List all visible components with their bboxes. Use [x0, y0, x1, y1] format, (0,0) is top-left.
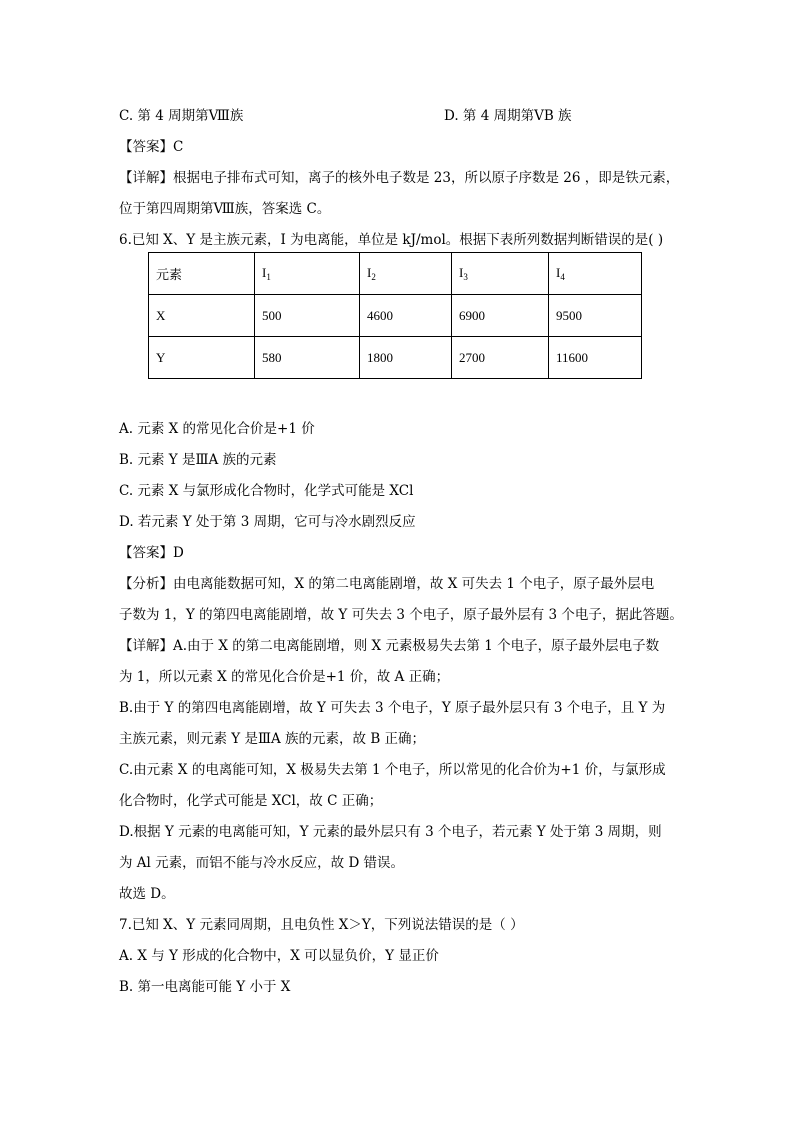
q6-detail-line: C.由元素 X 的电离能可知，X 极易失去第 1 个电子，所以常见的化合价为+1 价，与氯形成 — [119, 762, 666, 778]
q5-answer: 【答案】C — [119, 139, 184, 155]
q6-analysis-line-1: 【分析】由电离能数据可知，X 的第二电离能剧增，故 X 可失去 1 个电子，原子最外层电 — [119, 576, 655, 592]
header-i1: $I_1$ — [255, 253, 360, 295]
header-element: 元素 — [149, 253, 255, 295]
table-cell: 9500 — [549, 295, 642, 337]
q5-option-d: D. 第 4 周期第ⅤB 族 — [444, 108, 572, 124]
table-cell: 500 — [255, 295, 360, 337]
q6-detail-line: 【详解】A.由于 X 的第二电离能剧增，则 X 元素极易失去第 1 个电子，原子最外层电子数 — [119, 638, 660, 654]
q6-detail-line: B.由于 Y 的第四电离能剧增，故 Y 可失去 3 个电子，Y 原子最外层只有 3 个电子，且 Y 为 — [119, 700, 666, 716]
q6-detail-line: 主族元素，则元素 Y 是ⅢA 族的元素，故 B 正确； — [119, 731, 426, 747]
table-cell: 2700 — [452, 337, 549, 379]
q6-option-c: C. 元素 X 与氯形成化合物时，化学式可能是 XCl — [119, 483, 414, 499]
q5-option-c: C. 第 4 周期第Ⅷ族 — [119, 108, 244, 124]
q6-detail-line: D.根据 Y 元素的电离能可知，Y 元素的最外层只有 3 个电子，若元素 Y 处于第 3 周期，则 — [119, 824, 662, 840]
q7-option-a: A. X 与 Y 形成的化合物中，X 可以显负价，Y 显正价 — [119, 948, 439, 964]
q7-stem: 7.已知 X、Y 元素同周期，且电负性 X＞Y，下列说法错误的是（ ） — [119, 917, 524, 933]
table-row — [149, 337, 642, 379]
q5-detail-line-2: 位于第四周期第Ⅷ族，答案选 C。 — [119, 201, 331, 217]
table-header-row — [149, 253, 642, 295]
table-cell: 4600 — [360, 295, 452, 337]
ionization-energy-table — [148, 252, 642, 379]
table-cell: 11600 — [549, 337, 642, 379]
q6-detail-line: 化合物时，化学式可能是 XCl，故 C 正确； — [119, 793, 383, 809]
table-row — [149, 295, 642, 337]
q6-option-a: A. 元素 X 的常见化合价是+1 价 — [119, 421, 315, 437]
q6-analysis-line-2: 子数为 1，Y 的第四电离能剧增，故 Y 可失去 3 个电子，原子最外层有 3 个电子，据此答题。 — [119, 607, 683, 623]
q6-answer: 【答案】D — [119, 545, 184, 561]
table-cell: 1800 — [360, 337, 452, 379]
q6-stem: 6.已知 X、Y 是主族元素，I 为电离能，单位是 kJ/mol。根据下表所列数据判断错误的是( ) — [119, 232, 664, 248]
table-cell: X — [149, 295, 255, 337]
table-cell: Y — [149, 337, 255, 379]
q6-detail-line: 为 Al 元素，而铝不能与冷水反应，故 D 错误。 — [119, 855, 405, 871]
table-cell: 6900 — [452, 295, 549, 337]
q6-detail-line: 为 1，所以元素 X 的常见化合价是+1 价，故 A 正确； — [119, 669, 450, 685]
q7-option-b: B. 第一电离能可能 Y 小于 X — [119, 979, 291, 995]
header-i4: $I_4$ — [549, 253, 642, 295]
q6-option-d: D. 若元素 Y 处于第 3 周期，它可与冷水剧烈反应 — [119, 514, 416, 530]
header-i3: $I_3$ — [452, 253, 549, 295]
header-i2: $I_2$ — [360, 253, 452, 295]
q6-conclusion: 故选 D。 — [119, 886, 175, 902]
table-cell: 580 — [255, 337, 360, 379]
q5-detail-line-1: 【详解】根据电子排布式可知，离子的核外电子数是 23，所以原子序数是 26 ，即是铁元素， — [119, 170, 680, 186]
q6-option-b: B. 元素 Y 是ⅢA 族的元素 — [119, 452, 277, 468]
